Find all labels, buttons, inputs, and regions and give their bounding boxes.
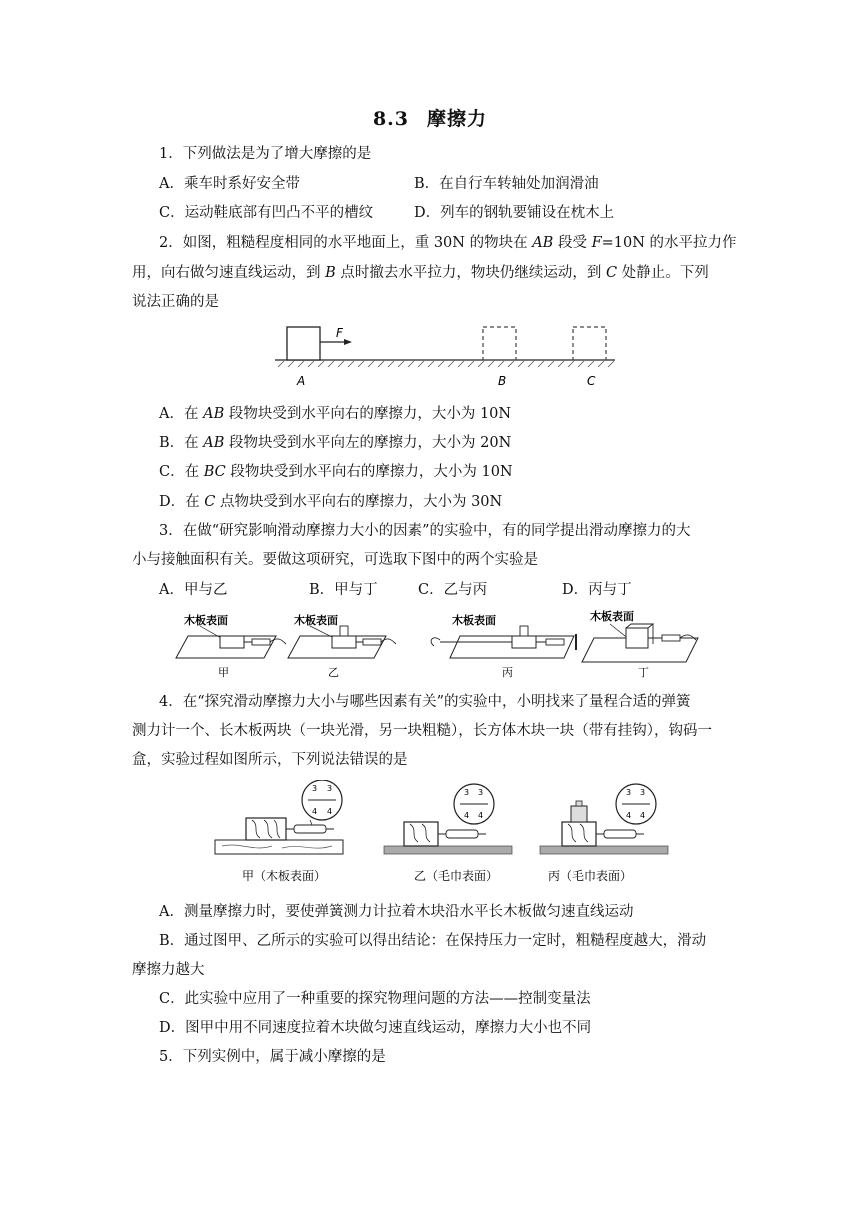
svg-text:3: 3	[640, 788, 646, 797]
q4-option-d: D．图甲中用不同速度拉着木块做匀速直线运动，摩擦力大小也不同	[159, 1020, 592, 1036]
q5-stem: 5．下列实例中，属于减小摩擦的是	[159, 1049, 386, 1065]
q4-panel-bing	[540, 784, 668, 883]
surface-label-bing: 木板表面	[452, 614, 496, 627]
surface-label-ding: 木板表面	[590, 610, 634, 623]
surface-label-yi: 木板表面	[294, 614, 338, 627]
q3-panel-ding	[582, 609, 698, 679]
q4-panel-jia	[215, 780, 343, 883]
svg-text:3: 3	[626, 788, 632, 797]
surface-label-jia: 木板表面	[184, 614, 228, 627]
svg-text:4: 4	[478, 811, 484, 820]
q4-stem-line1: 4．在“探究滑动摩擦力大小与哪些因素有关”的实验中，小明找来了量程合适的弹簧	[159, 694, 691, 710]
q3-option-c: C．乙与丙	[418, 582, 488, 598]
q4-option-c: C．此实验中应用了一种重要的探究物理问题的方法——控制变量法	[159, 991, 591, 1007]
q4-label-yi: 乙（毛巾表面）	[414, 869, 499, 883]
q2-option-a: A．在 AB 段物块受到水平向右的摩擦力，大小为 10N	[159, 406, 512, 422]
q2-option-c: C．在 BC 段物块受到水平向右的摩擦力，大小为 10N	[159, 464, 513, 480]
q2-stem-line1: 2．如图，粗糙程度相同的水平地面上，重 30N 的物块在 AB 段受 F=10N 的水平拉力作	[159, 235, 737, 251]
q2-stem-line2: 用，向右做匀速直线运动，到 B 点时撤去水平拉力，物块仍继续运动，到 C 处静止。下列	[132, 265, 709, 281]
ground-hatching	[278, 361, 614, 367]
q4-option-b-line2: 摩擦力越大	[132, 962, 205, 978]
point-b-label: B	[498, 374, 507, 388]
q3-panel-jia	[176, 613, 286, 679]
panel-label-yi: 乙	[328, 666, 339, 679]
svg-text:4: 4	[640, 811, 646, 820]
point-c-label: C	[587, 374, 596, 388]
svg-text:3: 3	[478, 788, 484, 797]
q3-stem-line1: 3．在做“研究影响滑动摩擦力大小的因素”的实验中，有的同学提出滑动摩擦力的大	[159, 523, 691, 539]
q1-option-c: C．运动鞋底部有凹凸不平的槽纹	[159, 205, 374, 221]
q4-option-b-line1: B．通过图甲、乙所示的实验可以得出结论：在保持压力一定时，粗糙程度越大，滑动	[159, 933, 707, 949]
q4-label-bing: 丙（毛巾表面）	[548, 869, 633, 883]
q2-option-b: B．在 AB 段物块受到水平向左的摩擦力，大小为 20N	[159, 435, 512, 451]
block-at-c	[573, 327, 606, 360]
q4-option-a: A．测量摩擦力时，要使弹簧测力计拉着木块沿水平长木板做匀速直线运动	[159, 904, 634, 920]
q3-panel-yi	[288, 613, 396, 679]
q4-label-jia: 甲（木板表面）	[242, 869, 327, 883]
panel-label-jia: 甲	[218, 666, 229, 679]
q3-option-a: A．甲与乙	[159, 582, 228, 598]
q3-panel-bing	[431, 613, 576, 679]
block-at-b	[483, 327, 516, 360]
section-title	[0, 104, 860, 131]
svg-text:4: 4	[464, 811, 470, 820]
force-label: F	[336, 326, 343, 340]
q1-option-b: B．在自行车转轴处加润滑油	[414, 176, 599, 192]
svg-text:3: 3	[327, 784, 333, 793]
q1-stem: 1．下列做法是为了增大摩擦的是	[159, 146, 372, 162]
section-name: 摩擦力	[427, 108, 488, 130]
panel-label-bing: 丙	[502, 666, 513, 679]
svg-text:3: 3	[312, 784, 318, 793]
svg-text:4: 4	[312, 807, 318, 816]
svg-text:4: 4	[626, 811, 632, 820]
q4-stem-line3: 盒，实验过程如图所示，下列说法错误的是	[132, 752, 408, 768]
q3-figure	[170, 606, 716, 680]
q2-figure	[270, 320, 620, 392]
block-at-a	[287, 327, 320, 360]
q3-stem-line2: 小与接触面积有关。要做这项研究，可选取下图中的两个实验是	[132, 552, 538, 568]
force-arrowhead	[344, 339, 352, 345]
svg-text:4: 4	[327, 807, 333, 816]
q3-option-d: D．丙与丁	[562, 582, 632, 598]
q3-option-b: B．甲与丁	[309, 582, 378, 598]
q2-option-d: D．在 C 点物块受到水平向右的摩擦力，大小为 30N	[159, 494, 503, 510]
q4-figure	[212, 780, 672, 890]
q4-panel-yi	[384, 784, 512, 883]
point-a-label: A	[297, 374, 306, 388]
q1-option-d: D．列车的钢轨要铺设在枕木上	[414, 205, 615, 221]
q1-option-a: A．乘车时系好安全带	[159, 176, 300, 192]
section-number: 8.3	[372, 108, 410, 130]
q2-stem-line3: 说法正确的是	[132, 294, 219, 310]
panel-label-ding: 丁	[638, 666, 649, 679]
svg-text:3: 3	[464, 788, 470, 797]
q4-stem-line2: 测力计一个、长木板两块（一块光滑，另一块粗糙），长方体木块一块（带有挂钩），钩码一	[132, 723, 712, 739]
